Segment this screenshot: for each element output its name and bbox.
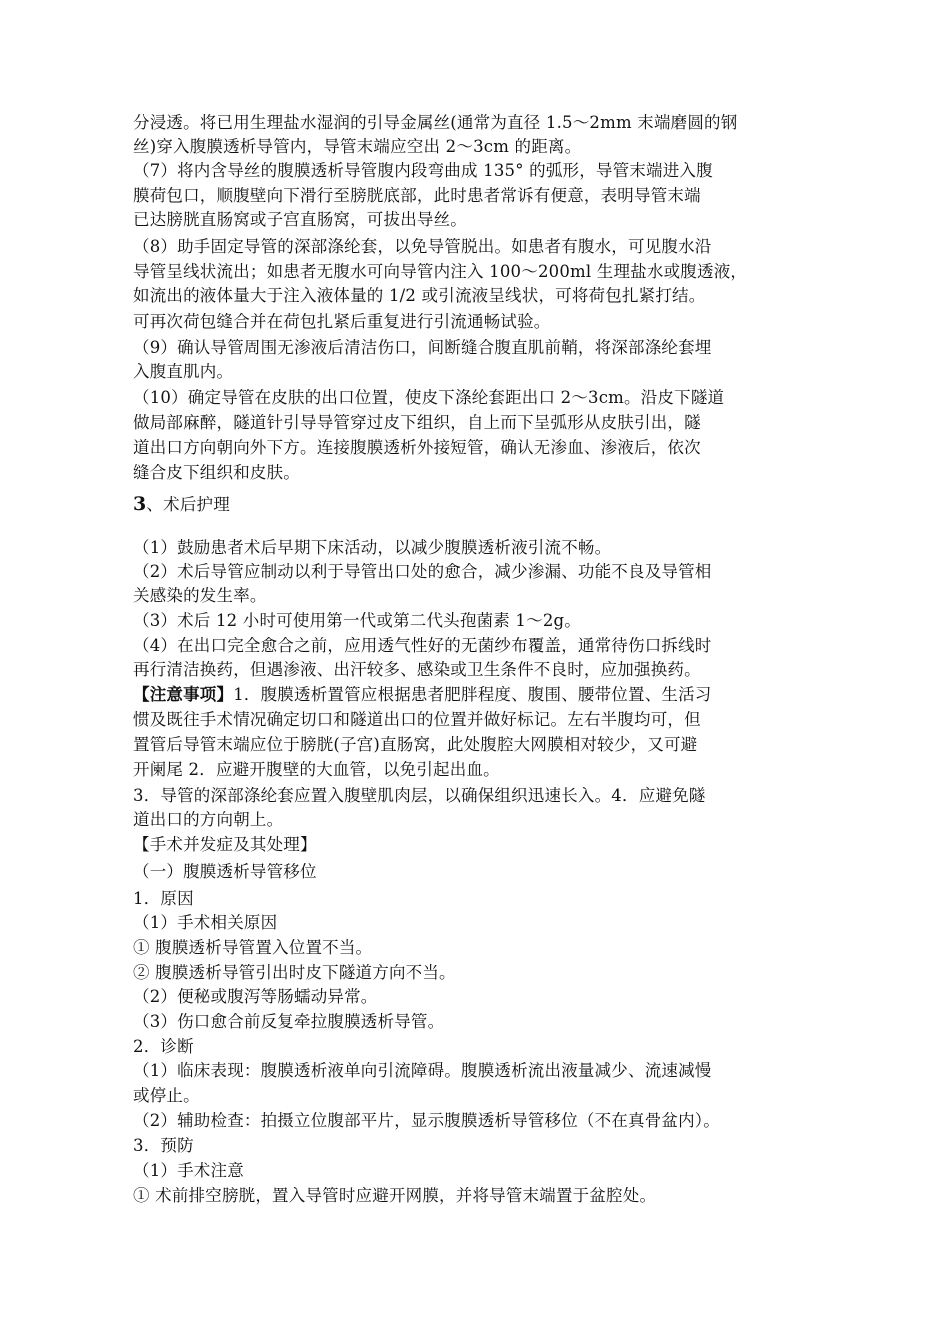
subsection-heading: 【手术并发症及其处理】 [133,835,317,854]
list-item: ① 腹膜透析导管置入位置不当。 [133,938,373,957]
text-line: 如流出的液体量大于注入液体量的 1/2 或引流液呈线状，可将荷包扎紧打结。 [133,286,706,305]
text-line: 做局部麻醉，隧道针引导导管穿过皮下组织，自上而下呈弧形从皮肤引出，隧 [133,413,701,432]
list-item: ② 腹膜透析导管引出时皮下隧道方向不当。 [133,963,456,982]
text-line: 3．预防 [133,1136,194,1155]
text-line: （1）手术相关原因 [133,913,278,932]
text-line: （3）伤口愈合前反复牵拉腹膜透析导管。 [133,1012,445,1031]
text-line: 或停止。 [133,1086,200,1105]
text-line: （1）临床表现：腹膜透析液单向引流障碍。腹膜透析流出液量减少、流速减慢 [133,1061,712,1080]
text-line: （2）辅助检查：拍摄立位腹部平片，显示腹膜透析导管移位（不在真骨盆内）。 [133,1111,720,1130]
text-line: 分浸透。将已用生理盐水湿润的引导金属丝(通常为直径 1.5～2mm 末端磨圆的钢 [133,113,738,132]
text-line: （3）术后 12 小时可使用第一代或第二代头孢菌素 1～2g。 [133,611,581,630]
text-line: 导管呈线状流出；如患者无腹水可向导管内注入 100～200ml 生理盐水或腹透液， [133,262,748,281]
text-line: 道出口方向朝向外下方。连接腹膜透析外接短管，确认无渗血、渗液后，依次 [133,438,701,457]
text-line: 置管后导管末端应位于膀胱(子宫)直肠窝，此处腹腔大网膜相对较少，又可避 [133,735,698,754]
text-line: （4）在出口完全愈合之前，应用透气性好的无菌纱布覆盖，通常待伤口拆线时 [133,636,712,655]
notes-line [133,683,712,707]
text-line: 道出口的方向朝上。 [133,810,284,829]
text-line: （7）将内含导丝的腹膜透析导管腹内段弯曲成 135° 的弧形，导管末端进入腹 [133,161,713,180]
section-number: 3 [133,493,147,515]
text-line: 惯及既往手术情况确定切口和隧道出口的位置并做好标记。左右半腹均可，但 [133,710,701,729]
text-line: （2）术后导管应制动以利于导管出口处的愈合，减少渗漏、功能不良及导管相 [133,562,712,581]
text-line: 已达膀胱直肠窝或子宫直肠窝，可拔出导丝。 [133,210,467,229]
text-line: 可再次荷包缝合并在荷包扎紧后重复进行引流通畅试验。 [133,312,551,331]
notes-label: 【注意事项】 [133,685,234,704]
text-line: 3．导管的深部涤纶套应置入腹壁肌肉层，以确保组织迅速长入。4．应避免隧 [133,786,706,805]
text-line: 再行清洁换药，但遇渗液、出汗较多、感染或卫生条件不良时，应加强换药。 [133,660,701,679]
notes-text: 1．腹膜透析置管应根据患者肥胖程度、腹围、腰带位置、生活习 [233,685,712,704]
text-line: 关感染的发生率。 [133,586,267,605]
text-line: 2．诊断 [133,1037,194,1056]
text-line: （9）确认导管周围无渗液后清洁伤口，间断缝合腹直肌前鞘，将深部涤纶套埋 [133,338,712,357]
text-line: （2）便秘或腹泻等肠蠕动异常。 [133,987,378,1006]
text-line: （1）鼓励患者术后早期下床活动，以减少腹膜透析液引流不畅。 [133,538,612,557]
text-line: 1．原因 [133,889,194,908]
section-title: 、术后护理 [146,495,230,514]
text-line: 缝合皮下组织和皮肤。 [133,463,300,482]
section-heading [133,492,230,517]
list-item: ① 术前排空膀胱，置入导管时应避开网膜，并将导管末端置于盆腔处。 [133,1186,657,1205]
text-line: 丝)穿入腹膜透析导管内，导管末端应空出 2～3cm 的距离。 [133,137,582,156]
text-line: 开阑尾 2．应避开腹壁的大血管，以免引起出血。 [133,760,500,779]
text-line: （1）手术注意 [133,1161,244,1180]
text-line: 入腹直肌内。 [133,362,234,381]
text-line: 膜荷包口，顺腹壁向下滑行至膀胱底部，此时患者常诉有便意，表明导管末端 [133,186,701,205]
subsection-title: （一）腹膜透析导管移位 [133,862,317,881]
text-line: （10）确定导管在皮肤的出口位置，使皮下涤纶套距出口 2～3cm。沿皮下隧道 [133,388,725,407]
text-line: （8）助手固定导管的深部涤纶套，以免导管脱出。如患者有腹水，可见腹水沿 [133,237,712,256]
